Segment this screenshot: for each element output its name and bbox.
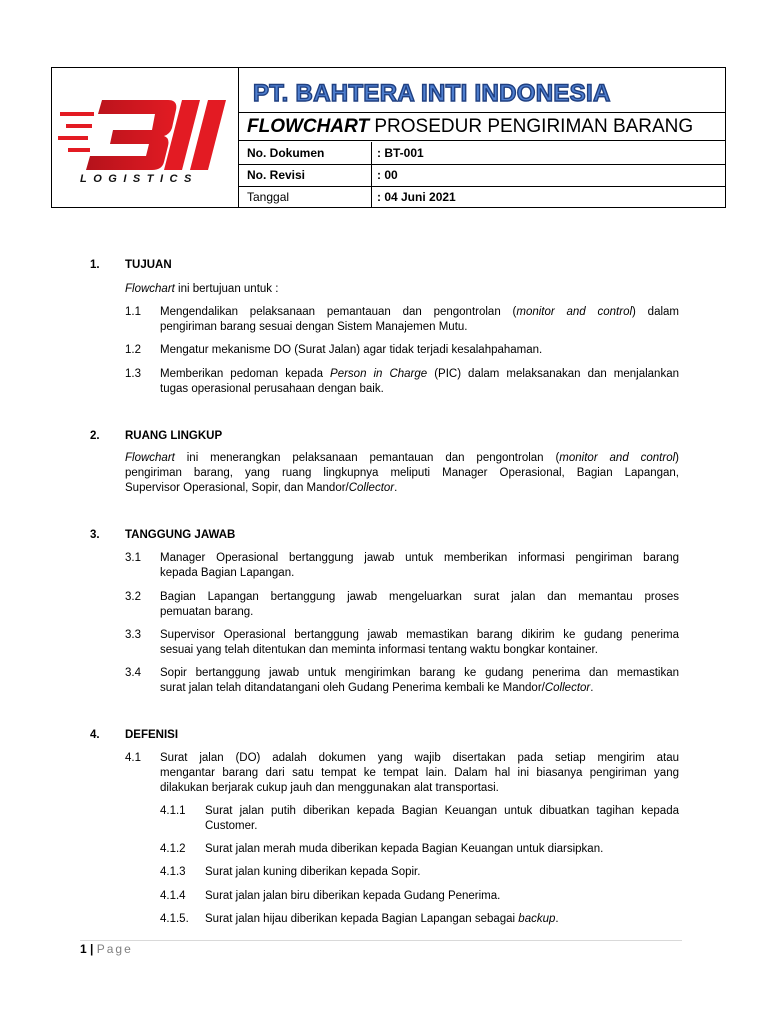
document-title-rest: PROSEDUR PENGIRIMAN BARANG — [369, 116, 694, 137]
item-number: 1.3 — [125, 368, 141, 380]
meta-row-revision — [239, 164, 725, 187]
paragraph-line — [125, 481, 397, 497]
text-italic: backup — [518, 913, 556, 925]
text-italic: monitor and control — [559, 452, 676, 464]
meta-divider — [371, 164, 372, 186]
text: Supervisor Operasional, Sopir, dan Mandor/ — [125, 482, 349, 494]
section-heading-tujuan: TUJUAN — [125, 259, 172, 271]
subitem-number: 4.1.2 — [160, 843, 186, 855]
item-text-line — [160, 681, 593, 697]
text: ) — [675, 452, 679, 464]
section-number: 1. — [90, 259, 100, 271]
section-number: 2. — [90, 430, 100, 442]
item-text-line: pengiriman barang sesuai dengan Sistem Manajemen Mutu. — [160, 321, 468, 333]
item-text-line: Surat jalan (DO) adalah dokumen yang wajib disertakan pada setiap mengirim atau — [160, 752, 679, 764]
text-italic: Person in Charge — [330, 368, 428, 380]
text: (PIC) dalam melaksanakan dan menjalankan — [427, 368, 679, 380]
text: . — [394, 482, 398, 494]
section-number: 3. — [90, 529, 100, 541]
text: . — [590, 682, 594, 694]
document-title-italic: FLOWCHART — [247, 116, 370, 137]
text-italic: Flowchart — [125, 452, 175, 464]
item-number: 1.2 — [125, 344, 141, 356]
section-intro — [125, 282, 278, 298]
section-heading-defenisi: DEFENISI — [125, 729, 179, 741]
item-text-line: Supervisor Operasional bertanggung jawab memastikan barang dikirim ke gudang penerima — [160, 629, 679, 641]
item-text-line: sesuai yang telah ditentukan dan meminta informasi tentang waktu bongkar kontainer. — [160, 644, 598, 656]
item-text-line — [160, 367, 679, 383]
subitem-number: 4.1.3 — [160, 866, 186, 878]
item-text-line: Manager Operasional bertanggung jawab untuk memberikan informasi pengiriman barang — [160, 552, 679, 564]
meta-divider — [371, 142, 372, 164]
meta-value: : 00 — [377, 168, 398, 182]
subitem-text-line: Customer. — [205, 820, 258, 832]
item-number: 4.1 — [125, 752, 141, 764]
company-name-row — [239, 68, 725, 113]
text: ) dalam — [632, 306, 679, 318]
item-text-line: pemuatan barang. — [160, 606, 254, 618]
subitem-text-line: Surat jalan kuning diberikan kepada Sopir. — [205, 866, 421, 878]
item-text-line: tugas operasional perusahaan dengan baik. — [160, 383, 384, 395]
text-italic: monitor and control — [516, 306, 633, 318]
meta-row-date — [239, 186, 725, 208]
meta-label: No. Dokumen — [247, 146, 325, 160]
item-text-line — [160, 305, 679, 321]
item-number: 1.1 — [125, 306, 141, 318]
intro-italic: Flowchart — [125, 283, 175, 295]
item-text-line: Mengatur mekanisme DO (Surat Jalan) agar tidak terjadi kesalahpahaman. — [160, 344, 543, 356]
item-text-line: kepada Bagian Lapangan. — [160, 567, 295, 579]
text: Memberikan pedoman kepada — [160, 368, 331, 380]
text: ini menerangkan pelaksanaan pemantauan dan pengontrolan ( — [174, 452, 560, 464]
document-title — [239, 112, 725, 141]
subitem-number: 4.1.1 — [160, 805, 186, 817]
subitem-number: 4.1.4 — [160, 890, 186, 902]
footer-divider — [80, 940, 682, 941]
text-italic: Collector — [348, 482, 395, 494]
meta-label: No. Revisi — [247, 168, 306, 182]
meta-label: Tanggal — [247, 190, 290, 204]
paragraph-line: pengiriman barang, yang ruang lingkupnya meliputi Manager Operasional, Bagian Lapangan, — [125, 467, 679, 479]
subitem-text-line: Surat jalan merah muda diberikan kepada Bagian Keuangan untuk diarsipkan. — [205, 843, 604, 855]
company-logo — [58, 94, 234, 184]
meta-value: : 04 Juni 2021 — [377, 190, 456, 204]
subitem-text-line: Surat jalan putih diberikan kepada Bagian Keuangan untuk dibuatkan tagihan kepada — [205, 805, 679, 817]
text: . — [555, 913, 559, 925]
intro-rest: ini bertujuan untuk : — [174, 283, 279, 295]
item-text-line: mengantar barang dari satu tempat ke tempat lain. Dalam hal ini biasanya pengiriman yang — [160, 767, 679, 779]
subitem-text-line — [205, 912, 559, 928]
meta-value: : BT-001 — [377, 146, 424, 160]
page-separator: | — [86, 942, 97, 956]
text: Mengendalikan pelaksanaan pemantauan dan pengontrolan ( — [160, 306, 517, 318]
item-number: 3.1 — [125, 552, 141, 564]
item-number: 3.3 — [125, 629, 141, 641]
text: Surat jalan hijau diberikan kepada Bagian Lapangan sebagai — [205, 913, 519, 925]
item-text-line: Bagian Lapangan bertanggung jawab mengeluarkan surat jalan dan memantau proses — [160, 591, 679, 603]
logo-cell — [52, 68, 239, 207]
meta-divider — [371, 186, 372, 208]
subitem-text-line: Surat jalan jalan biru diberikan kepada Gudang Penerima. — [205, 890, 501, 902]
text: surat jalan telah ditandatangani oleh Gudang Penerima kembali ke Mandor/ — [160, 682, 545, 694]
section-heading-ruang-lingkup: RUANG LINGKUP — [125, 430, 223, 442]
text-italic: Collector — [544, 682, 591, 694]
subitem-number: 4.1.5. — [160, 913, 189, 925]
document-header — [51, 67, 726, 208]
item-number: 3.4 — [125, 667, 141, 679]
paragraph-line — [125, 451, 679, 467]
meta-row-doc-number — [239, 142, 725, 165]
section-number: 4. — [90, 729, 100, 741]
page-footer — [80, 941, 133, 957]
company-name: PT. BAHTERA INTI INDONESIA — [253, 80, 611, 107]
item-text-line: Sopir bertanggung jawab untuk mengirimkan barang ke gudang penerima dan memastikan — [160, 667, 679, 679]
item-text-line: dilakukan berjarak cukup jauh dan menggunakan alat transportasi. — [160, 782, 499, 794]
page-number: 1 — [80, 942, 87, 956]
logo-text: LOGISTICS — [80, 173, 198, 184]
section-heading-tanggung-jawab: TANGGUNG JAWAB — [125, 529, 236, 541]
page-word: Page — [96, 942, 133, 956]
company-name-wordart — [249, 74, 719, 108]
item-number: 3.2 — [125, 591, 141, 603]
